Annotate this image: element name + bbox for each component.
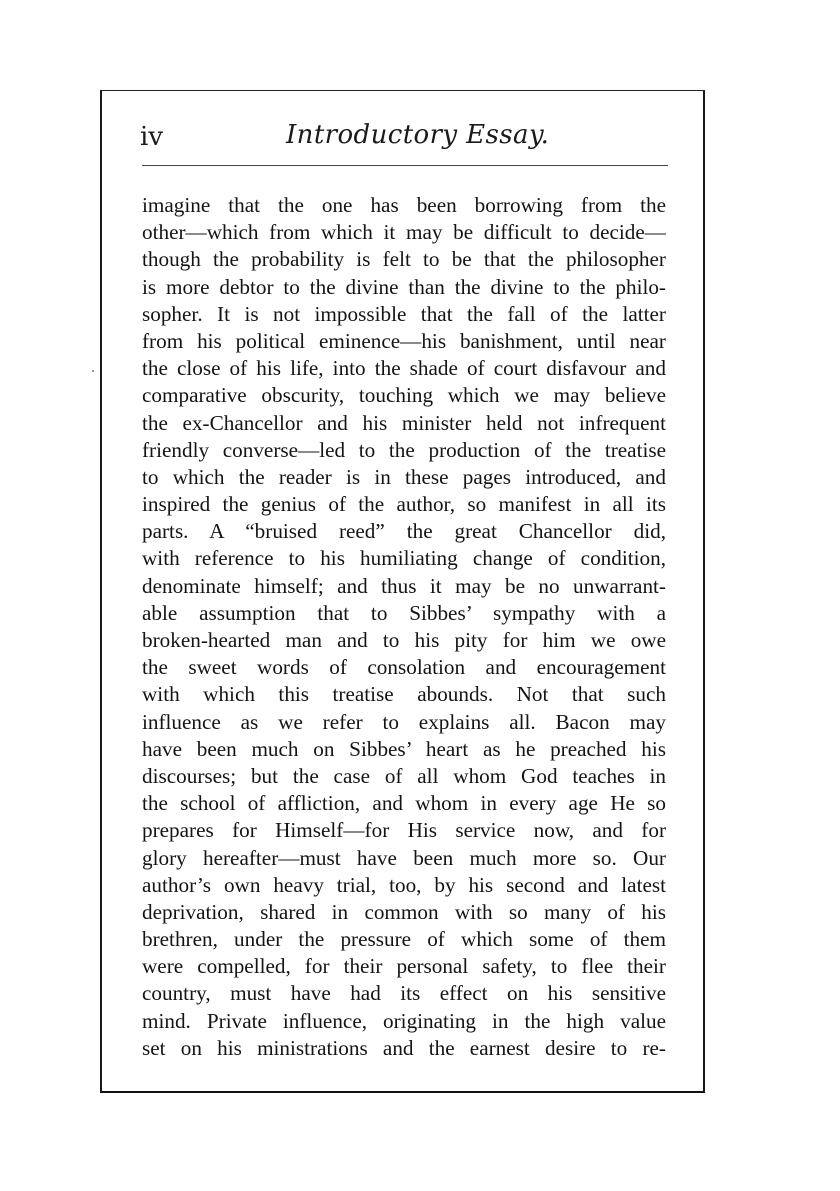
text-line: country, must have had its effect on his sensitive xyxy=(142,981,666,1006)
text-line: friendly converse—led to the production of the treatise xyxy=(142,437,666,462)
text-line: inspired the genius of the author, so manifest in all its xyxy=(142,492,666,517)
running-title: Introductory Essay. xyxy=(286,120,550,150)
text-line: able assumption that to Sibbes’ sympathy with a xyxy=(142,600,666,625)
text-line: parts. A “bruised reed” the great Chancellor did, xyxy=(142,519,666,544)
essay-body xyxy=(142,192,666,1062)
text-line: sopher. It is not impossible that the fall of the latter xyxy=(142,301,666,326)
text-line: were compelled, for their personal safety, to flee their xyxy=(142,954,666,979)
text-line: with reference to his humiliating change of condition, xyxy=(142,546,666,571)
margin-mark xyxy=(92,370,94,372)
text-line: broken-hearted man and to his pity for him we owe xyxy=(142,628,666,652)
header-rule xyxy=(142,165,668,166)
text-line: the ex-Chancellor and his minister held not infrequent xyxy=(142,410,666,435)
text-line: prepares for Himself—for His service now, and for xyxy=(142,818,666,843)
text-line: the close of his life, into the shade of court disfavour and xyxy=(142,356,666,381)
text-line: influence as we refer to explains all. Bacon may xyxy=(142,709,666,734)
text-line: imagine that the one has been borrowing from the xyxy=(142,193,666,217)
page-number: iv xyxy=(140,122,164,152)
text-line: denominate himself; and thus it may be no unwarrant- xyxy=(142,573,666,598)
text-line: though the probability is felt to be that the philosopher xyxy=(142,247,666,272)
text-line: author’s own heavy trial, too, by his second and latest xyxy=(142,872,666,897)
text-line: the sweet words of consolation and encouragement xyxy=(142,655,666,680)
text-line: brethren, under the pressure of which some of them xyxy=(142,927,666,952)
text-line: have been much on Sibbes’ heart as he preached his xyxy=(142,736,666,761)
text-line: from his political eminence—his banishment, until near xyxy=(142,328,666,353)
text-line: other—which from which it may be difficult to decide— xyxy=(142,220,666,245)
text-line: the school of affliction, and whom in every age He so xyxy=(142,791,666,816)
text-line: deprivation, shared in common with so many of his xyxy=(142,899,666,924)
text-line: with which this treatise abounds. Not that such xyxy=(142,682,666,707)
text-line: comparative obscurity, touching which we may believe xyxy=(142,383,666,408)
text-line: to which the reader is in these pages introduced, and xyxy=(142,464,666,489)
text-line: discourses; but the case of all whom God teaches in xyxy=(142,763,666,788)
text-line: is more debtor to the divine than the divine to the philo- xyxy=(142,274,666,299)
text-line: mind. Private influence, originating in the high value xyxy=(142,1008,666,1033)
text-line: glory hereafter—must have been much more so. Our xyxy=(142,845,666,870)
text-line: set on his ministrations and the earnest desire to re- xyxy=(142,1035,666,1060)
